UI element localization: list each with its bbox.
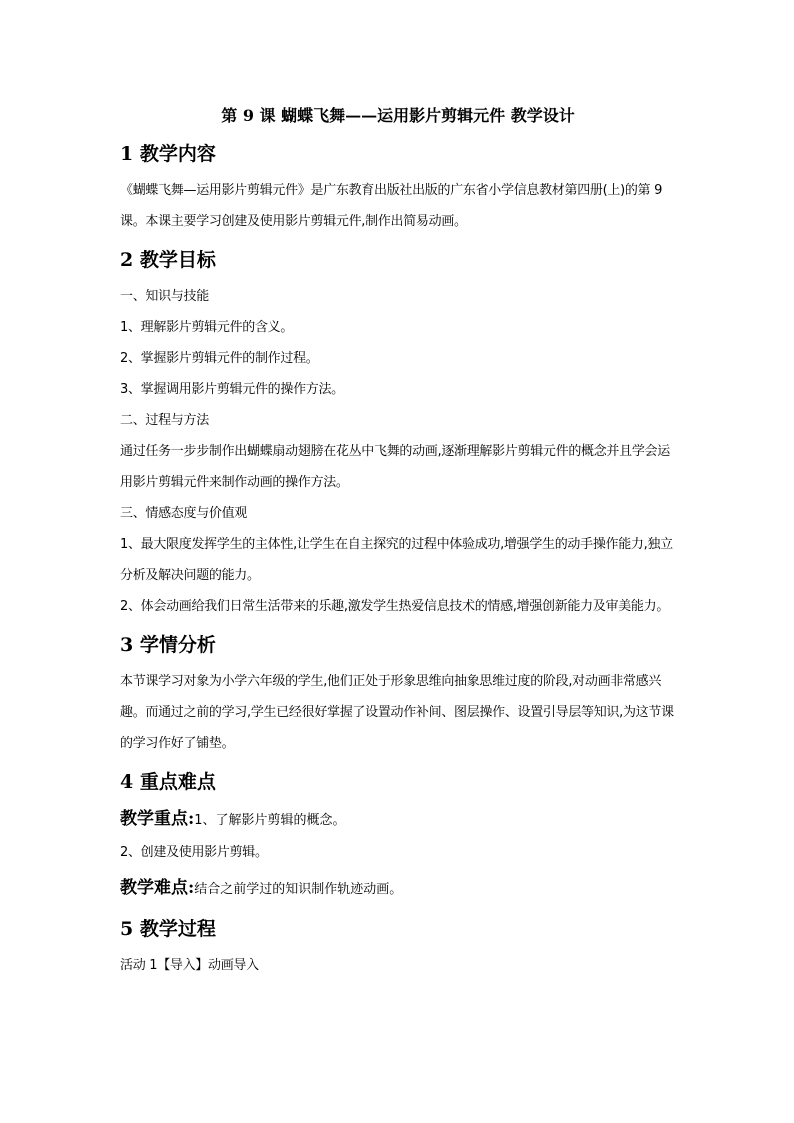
objective-item: 3、掌握调用影片剪辑元件的操作方法。 — [120, 382, 344, 397]
objective-subheading-process-methods: 二、过程与方法 — [120, 413, 209, 428]
objective-subheading-knowledge-skills: 一、知识与技能 — [120, 289, 209, 304]
difficult-point-text: 结合之前学过的知识制作轨迹动画。 — [194, 882, 403, 897]
section-heading-teaching-content: 1 教学内容 — [120, 143, 216, 165]
section-heading-teaching-process: 5 教学过程 — [120, 918, 216, 940]
objective-item: 1、最大限度发挥学生的主体性,让学生在自主探究的过程中体验成功,增强学生的动手操作能力,独立分析及解决问题的能力。 — [120, 537, 673, 583]
objective-item: 1、理解影片剪辑元件的含义。 — [120, 320, 294, 335]
section-heading-teaching-objectives: 2 教学目标 — [120, 249, 216, 271]
difficult-point-line — [120, 872, 676, 906]
section-heading-key-difficult-points: 4 重点难点 — [120, 771, 216, 793]
objective-subheading-attitude-values: 三、情感态度与价值观 — [120, 506, 248, 521]
document-body — [120, 103, 676, 981]
objective-item: 2、体会动画给我们日常生活带来的乐趣,激发学生热爱信息技术的情感,增强创新能力及审美能力。 — [120, 599, 670, 614]
process-methods-paragraph: 通过任务一步步制作出蝴蝶扇动翅膀在花丛中飞舞的动画,逐渐理解影片剪辑元件的概念并且学会运用影片剪辑元件来制作动画的操作方法。 — [120, 444, 670, 490]
key-point-line — [120, 803, 676, 837]
objective-item: 2、掌握影片剪辑元件的制作过程。 — [120, 351, 319, 366]
key-point-text-2: 2、创建及使用影片剪辑。 — [120, 845, 268, 860]
section-heading-learner-analysis: 3 学情分析 — [120, 634, 216, 656]
activity-line: 活动 1【导入】动画导入 — [120, 958, 259, 973]
key-point-text: 1、了解影片剪辑的概念。 — [194, 813, 346, 828]
key-point-label: 教学重点: — [120, 809, 195, 829]
learner-analysis-paragraph: 本节课学习对象为小学六年级的学生,他们正处于形象思维向抽象思维过度的阶段,对动画非常感兴趣。而通过之前的学习,学生已经很好掌握了设置动作补间、图层操作、设置引导层等知识,为这节课的学习作好了铺垫。 — [120, 674, 674, 751]
document-title: 第 9 课 蝴蝶飞舞——运用影片剪辑元件 教学设计 — [221, 106, 575, 125]
teaching-content-paragraph: 《蝴蝶飞舞—运用影片剪辑元件》是广东教育出版社出版的广东省小学信息教材第四册(上)的第 9 课。本课主要学习创建及使用影片剪辑元件,制作出简易动画。 — [120, 183, 663, 229]
difficult-point-label: 教学难点: — [120, 878, 195, 898]
